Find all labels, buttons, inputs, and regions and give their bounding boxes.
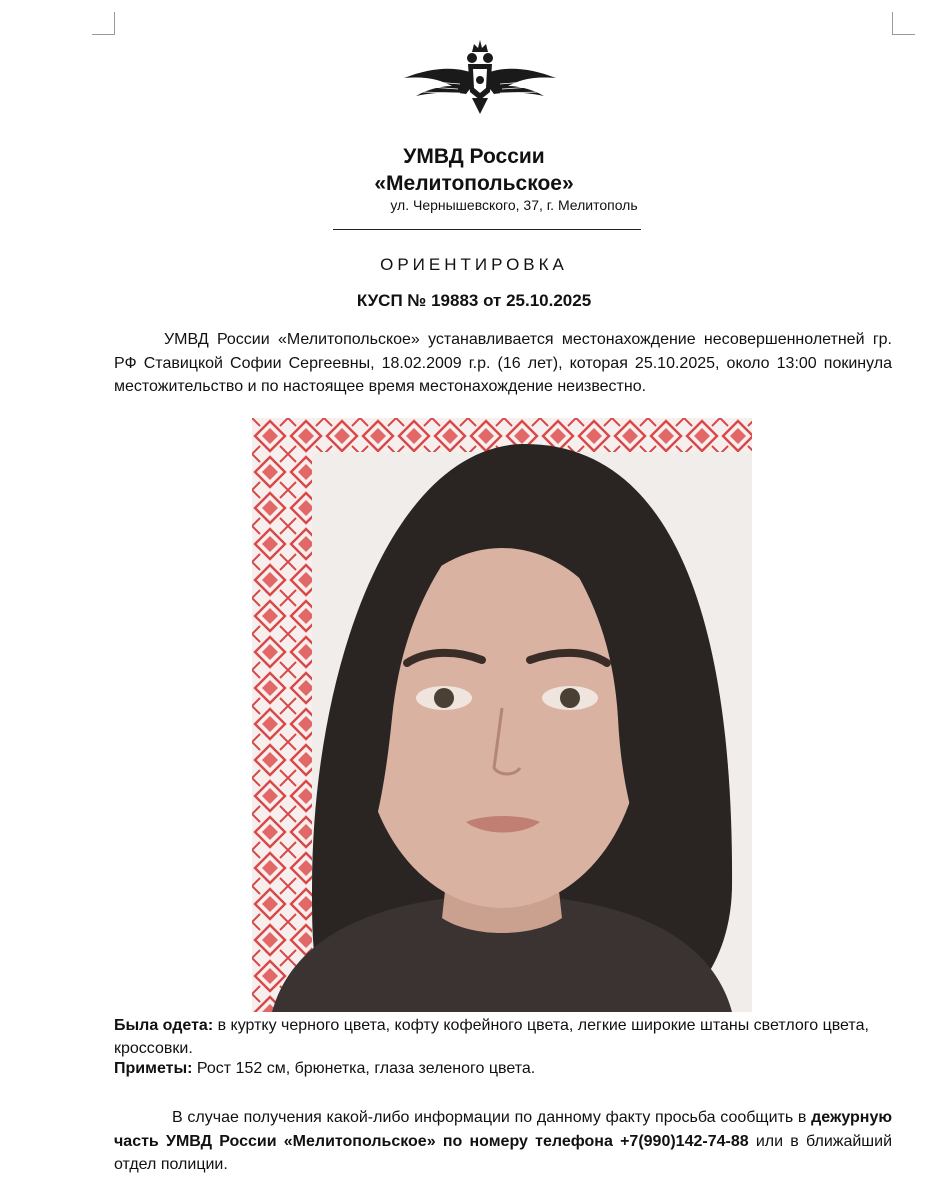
page-corner-mark [92,12,115,35]
features-text: Рост 152 см, брюнетка, глаза зеленого цвета. [192,1060,536,1077]
double-headed-eagle-emblem-icon [400,36,560,118]
document-title: ОРИЕНТИРОВКА [380,255,568,274]
clothing-text: в куртку черного цвета, кофту кофейного цвета, легкие широкие штаны светлого цвета, кроссовки. [114,1017,869,1057]
organization-address: ул. Чернышевского, 37, г. Мелитополь [390,197,638,213]
clothing-description [114,1014,904,1060]
organization-name: УМВД России [403,145,545,168]
page-corner-mark [892,12,915,35]
contact-text-start: В случае получения какой-либо информации по данному факту просьба сообщить в [172,1109,812,1126]
header-underline [333,229,641,230]
organization-subname: «Мелитопольское» [374,172,574,195]
features-label: Приметы: [114,1060,193,1077]
clothing-label: Была одета: [114,1017,214,1034]
missing-person-photo [252,418,752,1012]
features-description [114,1057,904,1080]
intro-paragraph: УМВД России «Мелитопольское» устанавливается местонахождение несовершеннолетней гр. РФ Ставицкой Софии Сергеевны, 18.02.2009 г.р. (16 лет), которая 25.10.2025, около 13:00 покинула местожительство и по настоящее время местонахождение неизвестно. [114,331,892,395]
contact-text-end: или в ближайший отдел полиции. [114,1132,893,1173]
contact-paragraph [114,1106,892,1177]
document-number: КУСП № 19883 от 25.10.2025 [356,291,592,310]
contact-duty-phone: дежурную часть УМВД России «Мелитопольское» по номеру телефона +7(990)142-74-88 [114,1109,892,1150]
